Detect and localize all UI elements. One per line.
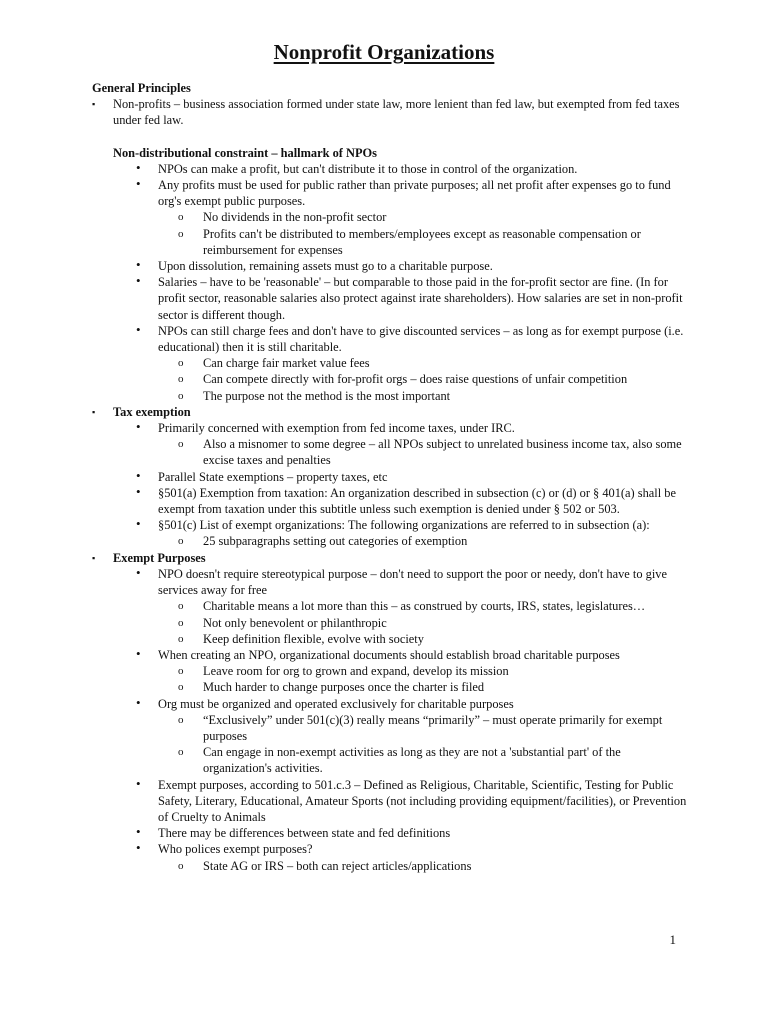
bullet-item-level-2 [92,566,692,598]
dot-bullet-icon: • [136,775,141,791]
circle-bullet-icon: o [178,438,184,451]
circle-bullet-icon: o [178,357,184,370]
item-text: Profits can't be distributed to members/employees except as reasonable compensation or reimbursement for expenses [203,226,641,257]
bullet-item-level-2 [92,647,692,663]
circle-bullet-icon: o [178,665,184,678]
section-bullet-heading [92,550,692,566]
circle-bullet-icon: o [178,632,184,645]
circle-bullet-icon: o [178,600,184,613]
bullet-item-level-2 [92,161,692,177]
item-text: Can engage in non-exempt activities as long as they are not a 'substantial part' of the organization's activities. [203,745,621,776]
square-bullet-icon: ▪ [92,406,96,417]
bullet-item-level-2 [92,696,692,712]
item-text: §501(c) List of exempt organizations: The following organizations are referred to in subsection (a): [158,518,650,533]
square-bullet-icon: ▪ [92,99,96,110]
bullet-item-level-2 [92,485,692,517]
bullet-item-level-3 [92,388,692,404]
dot-bullet-icon: • [136,564,141,580]
dot-bullet-icon: • [136,159,141,175]
item-text: Also a misnomer to some degree – all NPOs subject to unrelated business income tax, also some excise taxes and penalties [203,437,682,468]
bullet-item-level-2 [92,469,692,485]
item-text: Exempt purposes, according to 501.c.3 – Defined as Religious, Charitable, Scientific, Testing for Public Safety, Literary, Educational, Amateur Sports (not including providing equipment/facilities), or Prevention of Cruelty to Animals [158,777,687,824]
bullet-item-level-2 [92,177,692,209]
bullet-item-level-3 [92,615,692,631]
section-heading [92,80,692,96]
bullet-item-level-2 [92,323,692,355]
item-text: Upon dissolution, remaining assets must go to a charitable purpose. [158,259,493,274]
item-text: §501(a) Exemption from taxation: An organization described in subsection (c) or (d) or § 401(a) shall be exempt from taxation under this subtitle unless such exemption is denied under § 502 or 503. [158,485,676,517]
square-bullet-icon: ▪ [92,552,96,563]
item-text: Much harder to change purposes once the charter is filed [203,680,485,695]
dot-bullet-icon: • [136,840,141,856]
page-number: 1 [669,931,676,947]
outline-body [92,80,692,874]
item-text: 25 subparagraphs setting out categories of exemption [203,534,468,549]
section-bullet-heading [92,404,692,420]
item-text: Leave room for org to grown and expand, develop its mission [203,664,509,679]
item-text: NPOs can make a profit, but can't distribute it to those in control of the organization. [158,161,578,176]
item-text: Exempt Purposes [113,550,206,565]
circle-bullet-icon: o [178,859,184,872]
bullet-item-level-2 [92,777,692,826]
bullet-item-level-3 [92,631,692,647]
item-text: Charitable means a lot more than this – as construed by courts, IRS, states, legislatures… [203,599,646,614]
circle-bullet-icon: o [178,681,184,694]
item-text: Non-profits – business association formed under state law, more lenient than fed law, but exempted from fed taxes under fed law. [113,97,680,128]
dot-bullet-icon: • [136,483,141,499]
bullet-item-level-3 [92,533,692,549]
bullet-item-level-3 [92,663,692,679]
item-text: The purpose not the method is the most important [203,388,451,403]
bullet-item-level-3 [92,226,692,258]
page-title: Nonprofit Organizations [273,40,495,64]
bullet-item-level-2 [92,258,692,274]
dot-bullet-icon: • [136,419,141,435]
item-text: Parallel State exemptions – property taxes, etc [158,469,388,484]
bullet-item-level-1 [92,96,692,128]
dot-bullet-icon: • [136,645,141,661]
item-text: “Exclusively” under 501(c)(3) really means “primarily” – must operate primarily for exempt purposes [203,712,663,743]
dot-bullet-icon: • [136,467,141,483]
bullet-item-level-3 [92,598,692,614]
bullet-item-level-3 [92,355,692,371]
dot-bullet-icon: • [136,694,141,710]
subsection-heading [92,145,692,161]
circle-bullet-icon: o [178,535,184,548]
item-text: Primarily concerned with exemption from fed income taxes, under IRC. [158,421,515,436]
bullet-item-level-2 [92,274,692,323]
bullet-item-level-2 [92,517,692,533]
item-text: Who polices exempt purposes? [158,842,313,857]
item-text: When creating an NPO, organizational documents should establish broad charitable purposes [158,647,620,662]
item-text: Can charge fair market value fees [203,356,370,371]
circle-bullet-icon: o [178,373,184,386]
item-text: General Principles [92,81,191,95]
item-text: Can compete directly with for-profit orgs – does raise questions of unfair competition [203,372,628,387]
item-text: There may be differences between state and fed definitions [158,826,451,841]
circle-bullet-icon: o [178,389,184,402]
bullet-item-level-3 [92,371,692,387]
bullet-item-level-2 [92,825,692,841]
item-text: Tax exemption [113,404,191,419]
bullet-item-level-3 [92,858,692,874]
item-text: Org must be organized and operated exclusively for charitable purposes [158,696,514,711]
item-text: State AG or IRS – both can reject articles/applications [203,858,472,873]
circle-bullet-icon: o [178,746,184,759]
circle-bullet-icon: o [178,227,184,240]
item-text: Not only benevolent or philanthropic [203,615,387,630]
circle-bullet-icon: o [178,211,184,224]
dot-bullet-icon: • [136,824,141,840]
item-text: NPO doesn't require stereotypical purpose – don't need to support the poor or needy, don't have to give services away for free [158,566,667,598]
dot-bullet-icon: • [136,321,141,337]
bullet-item-level-2 [92,420,692,436]
item-text: Keep definition flexible, evolve with society [203,631,424,646]
bullet-item-level-2 [92,841,692,857]
bullet-item-level-3 [92,744,692,776]
item-text: NPOs can still charge fees and don't have to give discounted services – as long as for exempt purpose (i.e. educational) then it is still charitable. [158,323,684,355]
bullet-item-level-3 [92,712,692,744]
bullet-item-level-3 [92,679,692,695]
dot-bullet-icon: • [136,516,141,532]
bullet-item-level-3 [92,209,692,225]
item-text: No dividends in the non-profit sector [203,210,387,225]
dot-bullet-icon: • [136,257,141,273]
circle-bullet-icon: o [178,713,184,726]
bullet-item-level-3 [92,436,692,468]
dot-bullet-icon: • [136,273,141,289]
item-text: Salaries – have to be 'reasonable' – but comparable to those paid in the for-profit sector are fine. (In for profit sector, reasonable salaries also protect against irate shareholders). How salaries are set in non-profit sector is different though. [158,275,683,322]
dot-bullet-icon: • [136,176,141,192]
circle-bullet-icon: o [178,616,184,629]
item-text: Non-distributional constraint – hallmark of NPOs [113,145,378,160]
item-text: Any profits must be used for public rather than private purposes; all net profit after expenses go to fund org's exempt public purposes. [158,178,671,209]
